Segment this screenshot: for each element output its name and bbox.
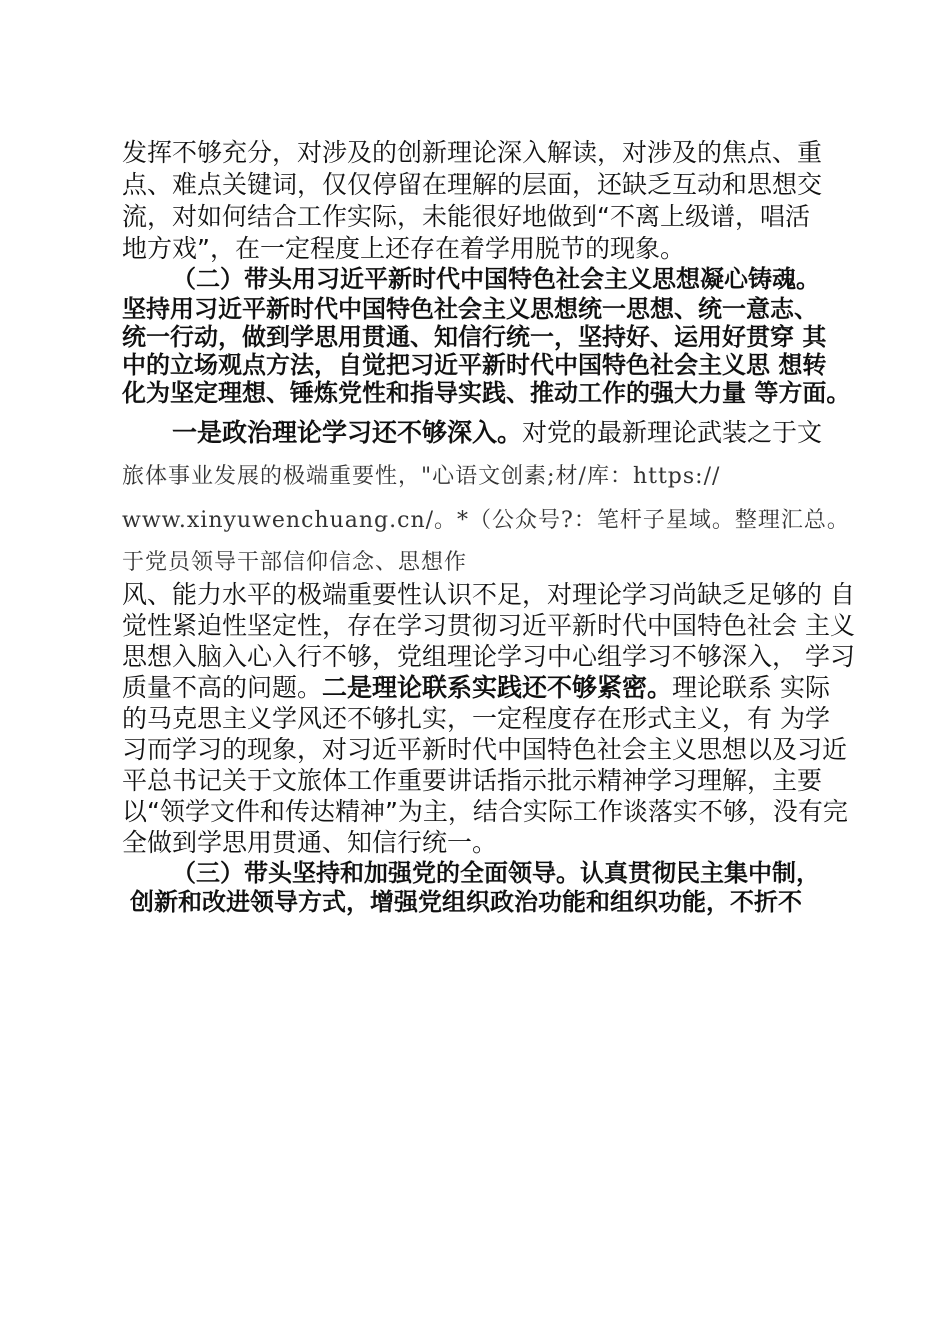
section-heading: （三）带头坚持和加强党的全面领导。认真贯彻民主集中制， bbox=[172, 859, 820, 887]
text-line: 地方戏”，在一定程度上还存在着学用脱节的现象。 bbox=[122, 234, 685, 263]
text-line: 流，对如何结合工作实际，未能很好地做到“不离上级谱，唱活 bbox=[122, 202, 810, 231]
lead-rest: 对党的最新理论武装之于文 bbox=[522, 418, 823, 447]
text-line: 平总书记关于文旅体工作重要讲话指示批示精神学习理解，主要 bbox=[122, 766, 823, 795]
line-start: 质量不高的问题。 bbox=[122, 673, 323, 702]
serif-line: www.xinyuwenchuang.cn/。*（公众号?：笔杆子星域。整理汇总。 bbox=[122, 508, 850, 533]
text-line: 以“领学文件和传达精神”为主，结合实际工作谈落实不够，没有完 bbox=[122, 797, 848, 826]
text-line bbox=[122, 673, 830, 703]
bold-line: 创新和改进领导方式，增强党组织政治功能和组织功能，不折不 bbox=[130, 888, 802, 916]
bold-line: 中的立场观点方法，自觉把习近平新时代中国特色社会主义思 想转 bbox=[122, 351, 827, 379]
inline-bold: 二是理论联系实践还不够紧密。 bbox=[322, 673, 673, 702]
bold-line: 坚持用习近平新时代中国特色社会主义思想统一思想、统一意志、 bbox=[122, 295, 818, 323]
lead-bold: 一是政治理论学习还不够深入。 bbox=[172, 418, 523, 447]
bold-line: 化为坚定理想、锤炼党性和指导实践、推动工作的强大力量 等方面。 bbox=[122, 379, 851, 407]
text-line: 习而学习的现象，对习近平新时代中国特色社会主义思想以及习近 bbox=[122, 735, 848, 764]
bold-line: 统一行动，做到学思用贯通、知信行统一，坚持好、运用好贯穿 其 bbox=[122, 323, 827, 351]
serif-line: 于党员领导干部信仰信念、思想作 bbox=[122, 550, 468, 575]
text-line: 全做到学思用贯通、知信行统一。 bbox=[122, 828, 498, 857]
text-line: 发挥不够充分，对涉及的创新理论深入解读，对涉及的焦点、重 bbox=[122, 138, 823, 167]
text-line: 点、难点关键词，仅仅停留在理解的层面，还缺乏互动和思想交 bbox=[122, 170, 823, 199]
text-line bbox=[172, 418, 822, 448]
serif-line: 旅体事业发展的极端重要性，"心语文创素;材/库：https:// bbox=[122, 464, 721, 489]
text-line: 的马克思主义学风还不够扎实，一定程度存在形式主义，有 为学 bbox=[122, 704, 830, 733]
text-line: 觉性紧迫性坚定性，存在学习贯彻习近平新时代中国特色社会 主义 bbox=[122, 611, 855, 640]
line-end: 理论联系 实际 bbox=[672, 673, 830, 702]
text-line: 风、能力水平的极端重要性认识不足，对理论学习尚缺乏足够的 自 bbox=[122, 580, 855, 609]
section-heading: （二）带头用习近平新时代中国特色社会主义思想凝心铸魂。 bbox=[172, 265, 820, 293]
text-line: 思想入脑入心入行不够，党组理论学习中心组学习不够深入， 学习 bbox=[122, 642, 855, 671]
